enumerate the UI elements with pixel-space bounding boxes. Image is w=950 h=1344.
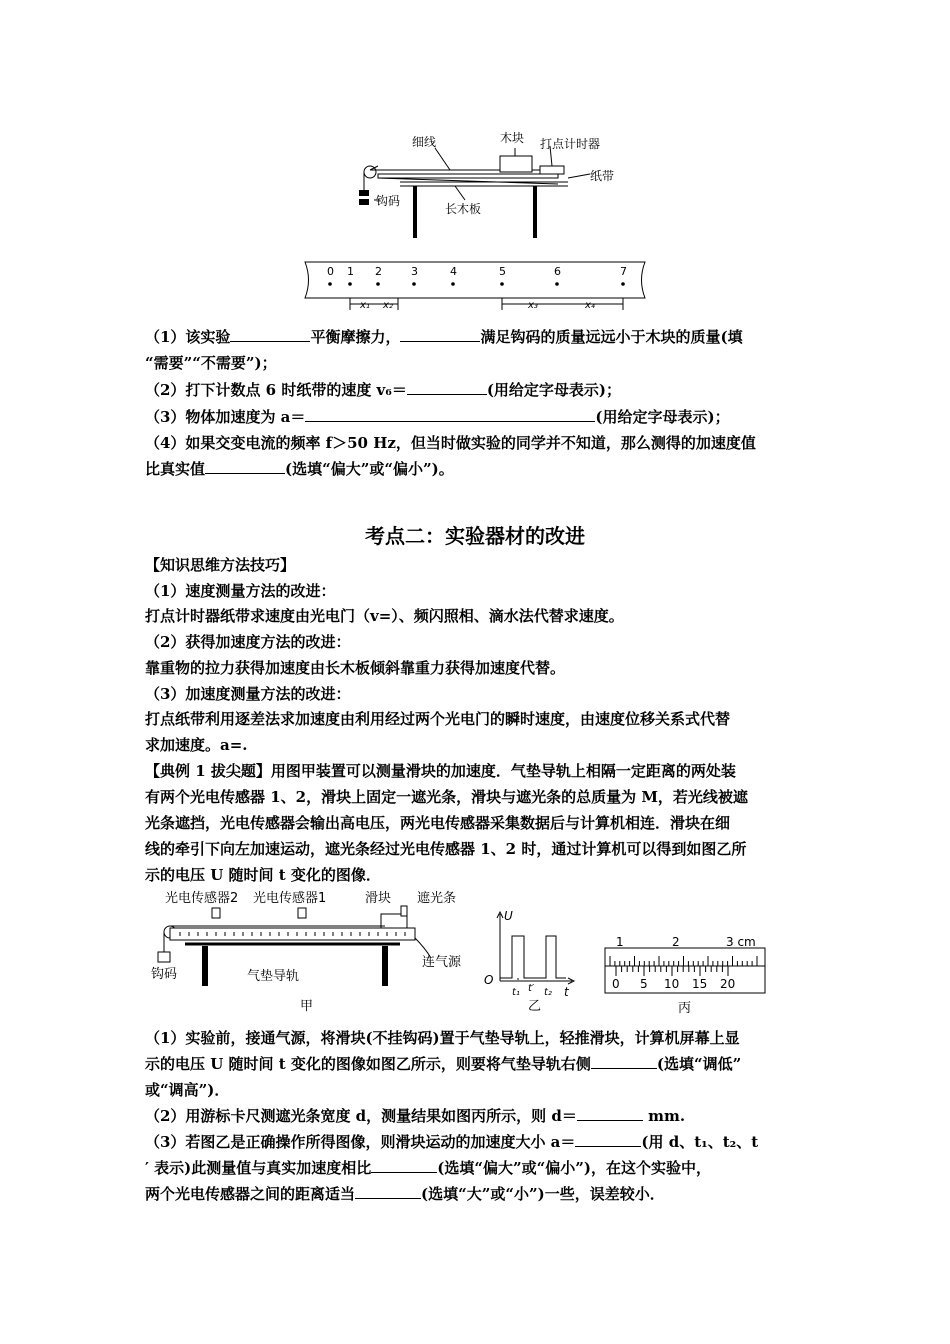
vernier-tick-20: 20	[720, 977, 736, 991]
tape-dot	[500, 282, 504, 286]
tape-seg-x1: x₁	[360, 300, 370, 311]
blank[interactable]	[355, 1182, 421, 1199]
example-line2: 有两个光电传感器 1、2，滑块上固定一遮光条，滑块与遮光条的总质量为 M，若光线被遮	[145, 788, 748, 806]
axis-t: t	[564, 985, 569, 999]
tape-dot	[451, 282, 455, 286]
label-shade: 遮光条	[417, 891, 457, 906]
blank[interactable]	[230, 325, 310, 342]
caption-bing: 丙	[678, 1001, 692, 1016]
section-p7: 求加速度。a=.	[145, 736, 248, 754]
blank[interactable]	[371, 1156, 437, 1173]
tape-dot	[412, 282, 416, 286]
label-tp: t′	[528, 983, 535, 994]
tape-point-label: 7	[620, 265, 627, 278]
tape-seg-x2: x₂	[383, 300, 393, 311]
blank[interactable]	[407, 378, 487, 395]
vernier-tick-5: 5	[640, 977, 648, 991]
apparatus-figure	[340, 128, 630, 240]
blank[interactable]	[577, 1104, 643, 1121]
blank[interactable]	[575, 1130, 641, 1147]
example-line4: 线的牵引下向左加速运动，遮光条经过光电传感器 1、2 时，通过计算机可以得到如图乙所	[145, 840, 747, 858]
paper-tape-figure	[300, 258, 650, 314]
section-p1: （1）速度测量方法的改进：	[145, 582, 336, 600]
figure-jia	[145, 886, 475, 1016]
example-line5: 示的电压 U 随时间 t 变化的图像．	[145, 866, 381, 884]
section-heading: 【知识思维方法技巧】	[145, 556, 296, 574]
q1-line4: （3）物体加速度为 a＝ (用给定字母表示)；	[145, 404, 815, 430]
section-title: 考点二：实验器材的改进	[365, 524, 585, 548]
tape-point-label: 6	[554, 265, 561, 278]
q1-line3: （2）打下计数点 6 时纸带的速度 v₆＝ (用给定字母表示)；	[145, 377, 815, 403]
q2-line4: （2）用游标卡尺测遮光条宽度 d，测量结果如图丙所示，则 d＝ mm.	[145, 1103, 815, 1129]
example-line1: 【典例 1 拔尖题】用图甲装置可以测量滑块的加速度．气垫导轨上相隔一定距离的两处装	[145, 762, 736, 780]
label-t1: t₁	[512, 987, 520, 998]
q2-line3: 或“调高”)．	[145, 1081, 230, 1099]
q1-line5: （4）如果交变电流的频率 f＞50 Hz，但当时做实验的同学并不知道，那么测得的加速度值	[145, 434, 756, 452]
section-p6: 打点纸带利用逐差法求加速度由利用经过两个光电门的瞬时速度，由速度位移关系式代替	[145, 710, 731, 728]
vernier-tick-10: 10	[664, 977, 680, 991]
tape-point-label: 4	[450, 265, 457, 278]
label-weight: 钩码	[376, 194, 401, 208]
example-line3: 光条遮挡，光电传感器会输出高电压，两光电传感器采集数据后与计算机相连．滑块在细	[145, 814, 731, 832]
q2-line7: 两个光电传感器之间的距离适当 (选填“大”或“小”)一些，误差较小．	[145, 1181, 815, 1207]
figure-bing	[600, 930, 770, 1018]
tape-point-label: 0	[327, 265, 334, 278]
q2-line5: （3）若图乙是正确操作所得图像，则滑块运动的加速度大小 a＝ (用 d、t₁、t₂、t	[145, 1129, 815, 1155]
tape-seg-x3: x₃	[528, 300, 538, 311]
q2-line6: ′ 表示)此测量值与真实加速度相比 (选填“偏大”或“偏小”)，在这个实验中，	[145, 1155, 815, 1181]
caption-jia: 甲	[300, 999, 314, 1014]
q2-line1: （1）实验前，接通气源，将滑块(不挂钩码)置于气垫导轨上，轻推滑块，计算机屏幕上显	[145, 1029, 740, 1047]
tape-point-label: 1	[347, 265, 354, 278]
vernier-tick-0: 0	[612, 977, 620, 991]
q1-line6: 比真实值 (选填“偏大”或“偏小”)。	[145, 456, 815, 482]
tape-dot	[348, 282, 352, 286]
section-p3: （2）获得加速度方法的改进：	[145, 633, 351, 651]
q2-line2: 示的电压 U 随时间 t 变化的图像如图乙所示，则要将气垫导轨右侧 (选填“调低”	[145, 1051, 815, 1077]
label-timer: 打点计时器	[540, 137, 601, 151]
main-tick-3: 3 cm	[726, 935, 756, 949]
tape-point-label: 2	[375, 265, 382, 278]
tape-dot	[328, 282, 332, 286]
blank[interactable]	[400, 325, 480, 342]
label-rail: 气垫导轨	[247, 969, 300, 984]
figure-yi	[480, 906, 585, 1016]
label-air: 连气源	[422, 955, 462, 970]
blank[interactable]	[591, 1052, 657, 1069]
axis-o: O	[484, 973, 494, 987]
label-slider: 滑块	[365, 891, 392, 906]
tape-seg-x4: x₄	[585, 300, 595, 311]
caption-yi: 乙	[528, 999, 542, 1014]
label-t2: t₂	[544, 987, 552, 998]
q1-line1: （1）该实验 平衡摩擦力， 满足钩码的质量远远小于木块的质量(填	[145, 324, 815, 350]
tape-point-label: 3	[411, 265, 418, 278]
q1-line2: “需要”“不需要”)；	[145, 354, 277, 372]
main-tick-1: 1	[616, 935, 624, 949]
tape-dot	[621, 282, 625, 286]
tape-dot	[376, 282, 380, 286]
section-p2: 打点计时器纸带求速度由光电门（v=）、频闪照相、滴水法代替求速度。	[145, 607, 624, 625]
label-board: 长木板	[445, 202, 482, 216]
label-string: 细线	[412, 135, 437, 149]
vernier-tick-15: 15	[692, 977, 708, 991]
blank[interactable]	[305, 405, 595, 422]
label-sensor2: 光电传感器2	[165, 891, 239, 906]
main-tick-2: 2	[672, 935, 680, 949]
label-sensor1: 光电传感器1	[253, 891, 327, 906]
label-weight2: 钩码	[151, 967, 178, 982]
section-p5: （3）加速度测量方法的改进：	[145, 685, 351, 703]
tape-dot	[555, 282, 559, 286]
label-block: 木块	[500, 131, 525, 145]
blank[interactable]	[205, 457, 285, 474]
axis-u: U	[504, 909, 513, 923]
section-p4: 靠重物的拉力获得加速度由长木板倾斜靠重力获得加速度代替。	[145, 659, 566, 677]
label-tape: 纸带	[590, 169, 615, 183]
tape-point-label: 5	[499, 265, 506, 278]
